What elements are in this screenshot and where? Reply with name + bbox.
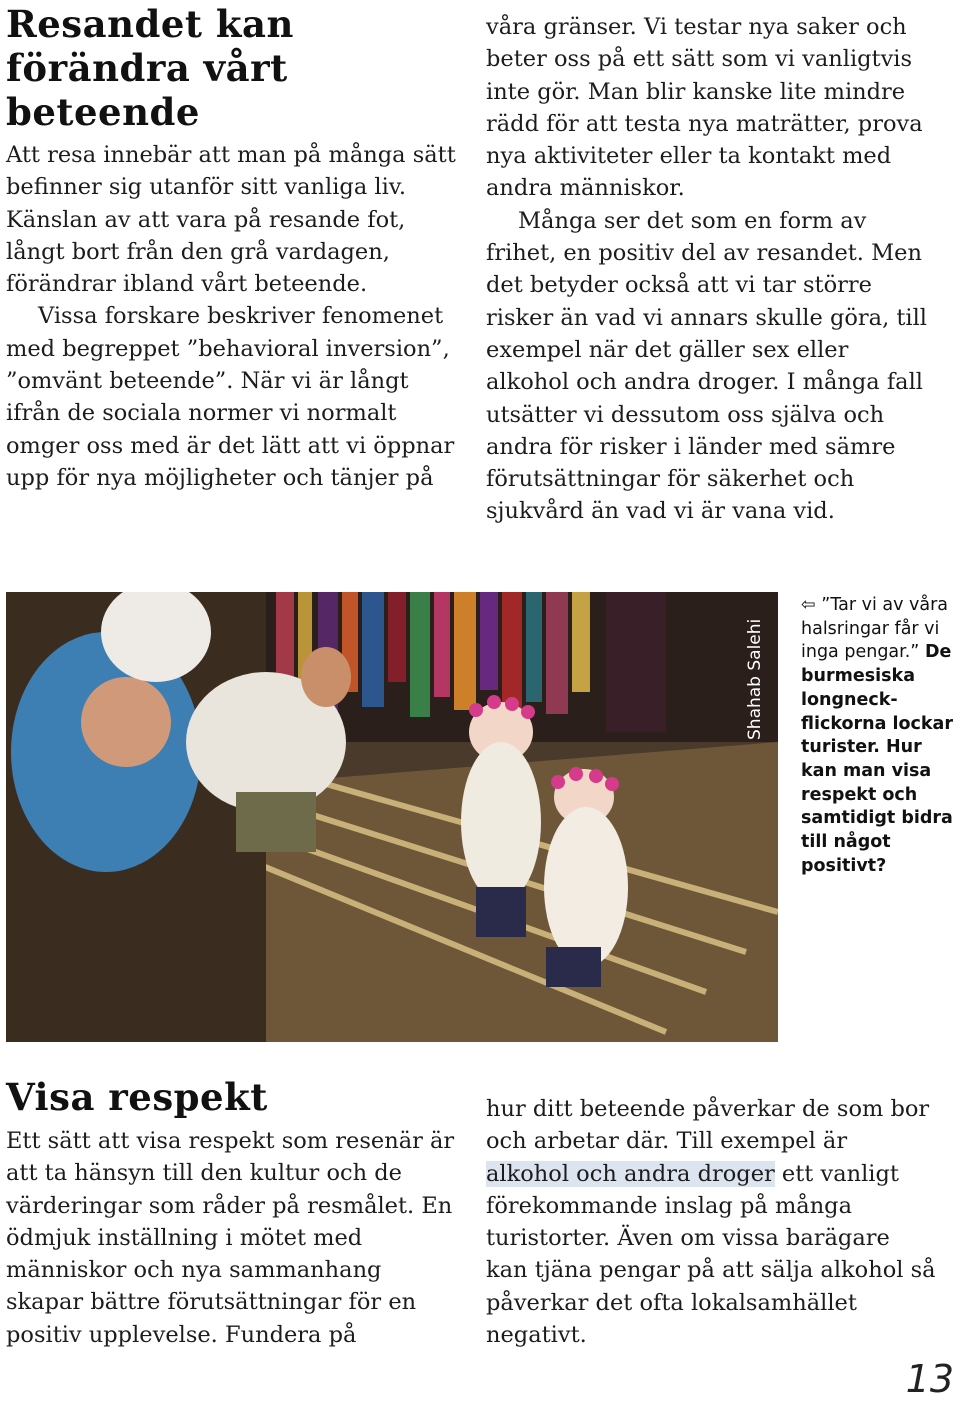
intro-paragraph-4: Många ser det som en form av frihet, en positiv del av resandet. Men det betyder också att vi tar större risker än vad vi annars skulle göra, till exempel när det gäller sex eller alkohol och andra droger. I många fall utsätter vi dessutom oss själva och andra för risker i länder med sämre förutsättningar för säkerhet och sjukvård än vad vi är vana vid.: [486, 207, 928, 525]
article-title-line-2: förändra vårt: [6, 46, 288, 90]
intro-paragraph-2: Vissa forskare beskriver fenomenet med begreppet ”behavioral inversion”, ”omvänt beteende”. När vi är långt ifrån de sociala normer vi normalt omger oss med är det lätt att vi öppnar upp för nya möjligheter och tänjer på: [6, 303, 455, 491]
article-title: [6, 2, 294, 134]
photo-illustration: [6, 592, 778, 1042]
intro-column-left: [6, 139, 458, 494]
longneck-girls-photo: [6, 592, 778, 1042]
photo-credit: Shahab Salehi: [745, 618, 765, 740]
article-title-line-1: Resandet kan: [6, 2, 294, 46]
caption-quote: ”Tar vi av våra halsringar får vi inga pengar.”: [801, 595, 949, 663]
page-number: 13: [905, 1357, 954, 1401]
respect-column-right: [486, 1093, 936, 1351]
caption-text: De burmesiska longneck-flickorna lockar turister. Hur kan man visa respekt och samtidigt bidra till något positivt?: [801, 642, 953, 876]
highlighted-text: alkohol och andra droger: [486, 1160, 775, 1187]
photo-caption: [801, 594, 960, 878]
respect-paragraph-1: Ett sätt att visa respekt som resenär är att ta hänsyn till den kultur och de värderingar som råder på resmålet. En ödmjuk inställning i mötet med människor och nya sammanhang skapar bättre förutsättningar för en positiv upplevelse. Fundera på: [6, 1128, 455, 1348]
arrow-left-icon: ⇦: [801, 595, 816, 615]
respect-column-left: [6, 1125, 458, 1351]
intro-paragraph-1: Att resa innebär att man på många sätt befinner sig utanför sitt vanliga liv. Känslan av att vara på resande fot, långt bort från den grå vardagen, förändrar ibland vårt beteende.: [6, 142, 456, 298]
respect-text-before: hur ditt beteende påverkar de som bor och arbetar där. Till exempel är: [486, 1096, 930, 1155]
section-title-visa-respekt: Visa respekt: [6, 1075, 268, 1119]
intro-paragraph-3: våra gränser. Vi testar nya saker och beter oss på ett sätt som vi vanligtvis inte gör. Man blir kanske lite mindre rädd för att testa nya maträtter, prova nya aktiviteter eller ta kontakt med andra människor.: [486, 14, 923, 202]
respect-text-after: ett vanligt förekommande inslag på många turistorter. Även om vissa barägare kan tjäna pengar på att sälja alkohol så påverkar det ofta lokalsamhället negativt.: [486, 1160, 936, 1349]
article-title-line-3: beteende: [6, 90, 200, 134]
intro-column-right: [486, 11, 936, 528]
respect-paragraph-2: [486, 1093, 936, 1351]
